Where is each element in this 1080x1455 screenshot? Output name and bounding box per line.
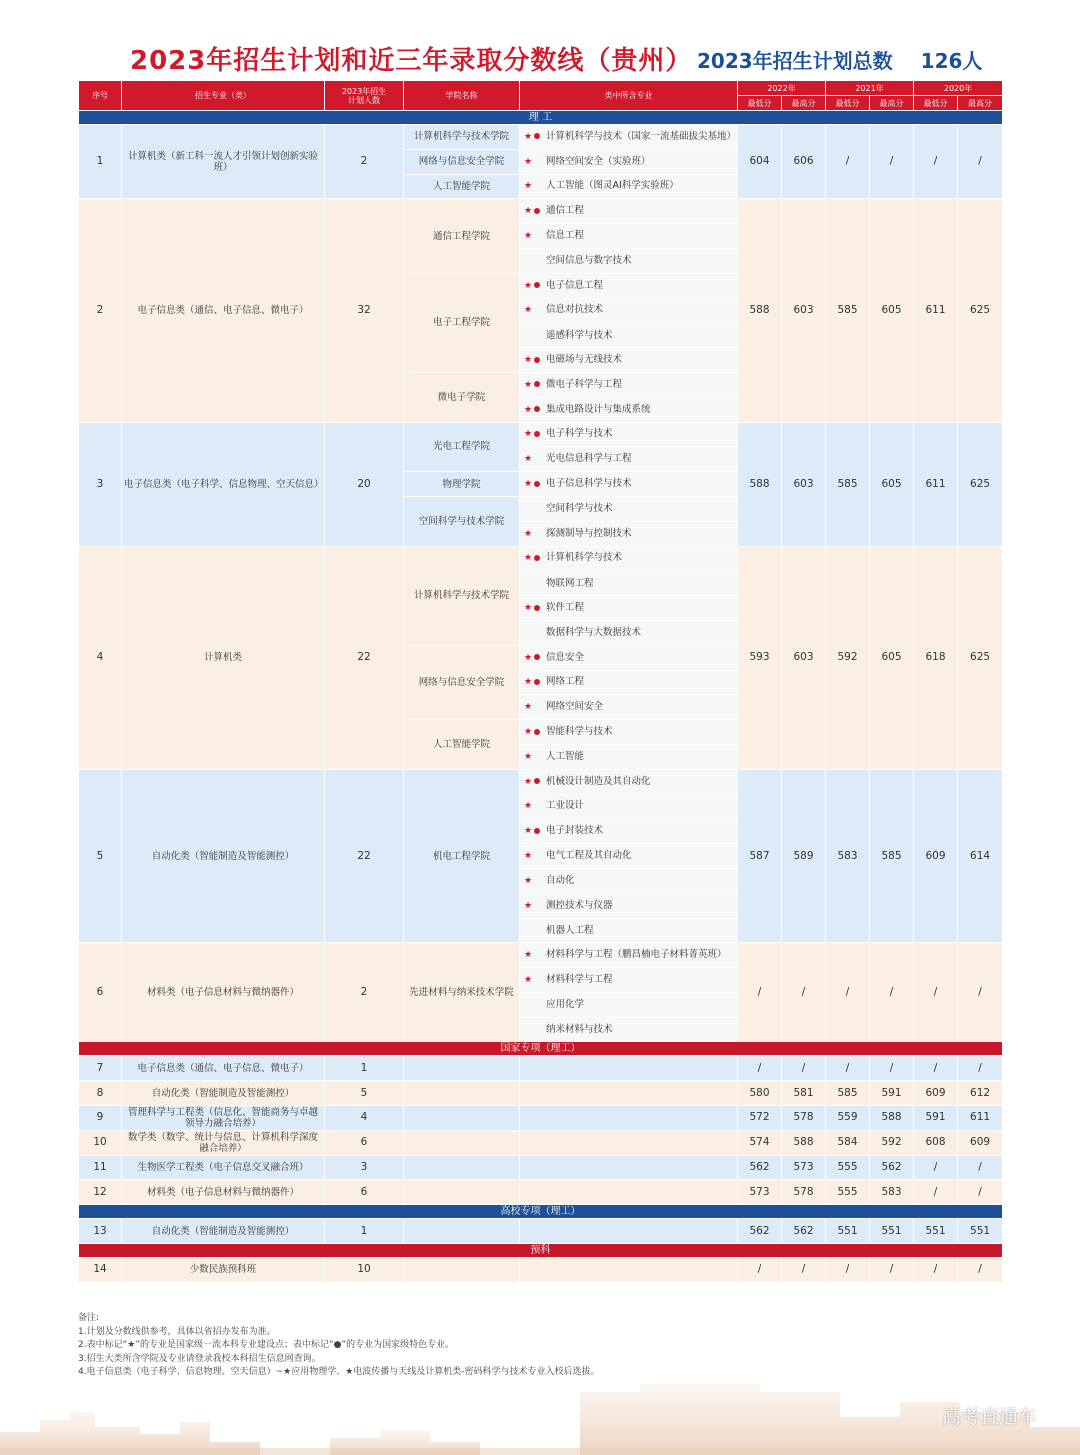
- score-2022-max: 581: [782, 1081, 826, 1106]
- row-major: 材料类（电子信息材料与微纳器件）: [122, 943, 325, 1042]
- row-college: [404, 1258, 520, 1283]
- score-2020-max: /: [958, 125, 1003, 199]
- header-min: 最低分: [826, 96, 870, 111]
- row-college: [404, 1219, 520, 1244]
- program-item: ★ 电子封装技术: [520, 819, 738, 844]
- row-college: 先进材料与纳米技术学院: [404, 943, 520, 1042]
- score-2020-max: /: [958, 1155, 1003, 1180]
- score-2020-min: 611: [914, 199, 958, 422]
- dot-icon: [534, 605, 540, 611]
- dot-icon: [534, 133, 540, 139]
- row-major: 电子信息类（通信、电子信息、微电子）: [122, 199, 325, 422]
- star-icon: ★: [524, 974, 533, 985]
- score-2022-min: 588: [738, 422, 782, 546]
- score-2022-max: 589: [782, 769, 826, 943]
- score-2021-max: /: [870, 1258, 914, 1283]
- dot-icon: [534, 778, 540, 784]
- score-2022-max: 603: [782, 199, 826, 422]
- star-icon: ★: [524, 280, 533, 291]
- program-item: ★ 计算机科学与技术（国家一流基础拔尖基地）: [520, 125, 738, 150]
- star-icon: ★: [524, 900, 533, 911]
- star-icon: ★: [524, 528, 533, 539]
- score-2020-min: /: [914, 125, 958, 199]
- notes: [78, 1312, 600, 1380]
- score-2022-min: 562: [738, 1155, 782, 1180]
- score-2022-min: 562: [738, 1219, 782, 1244]
- program-item: [520, 1106, 738, 1131]
- star-icon: ★: [524, 677, 533, 688]
- program-item: 空间信息与数字技术: [520, 248, 738, 273]
- row-no: 4: [79, 546, 122, 769]
- row-college: [404, 1106, 520, 1131]
- program-item: 应用化学: [520, 992, 738, 1017]
- row-major: 数学类（数学、统计与信息、计算机科学深度融合培养）: [122, 1130, 325, 1155]
- row-no: 7: [79, 1056, 122, 1081]
- note-item: 1.计划及分数线供参考，具体以省招办发布为准。: [78, 1326, 276, 1337]
- score-2020-max: 611: [958, 1106, 1003, 1131]
- program-item: ★ 网络工程: [520, 670, 738, 695]
- row-plan: 32: [325, 199, 404, 422]
- score-2021-max: 591: [870, 1081, 914, 1106]
- program-item: ★ 集成电路设计与集成系统: [520, 397, 738, 422]
- score-2020-max: /: [958, 1258, 1003, 1283]
- section-title: 高校专项（理工）: [79, 1205, 1003, 1219]
- score-2021-min: /: [826, 943, 870, 1042]
- score-2022-min: 604: [738, 125, 782, 199]
- header-max: 最高分: [870, 96, 914, 111]
- star-icon: ★: [524, 652, 533, 663]
- row-plan: 4: [325, 1106, 404, 1131]
- header-min: 最低分: [738, 96, 782, 111]
- score-2020-min: /: [914, 1180, 958, 1205]
- program-item: ★ 信息安全: [520, 645, 738, 670]
- row-major: 少数民族预科班: [122, 1258, 325, 1283]
- score-2021-max: /: [870, 943, 914, 1042]
- section-title: 预科: [79, 1244, 1003, 1258]
- note-item: 2.表中标记“★”的专业是国家级一流本科专业建设点；表中标记“●”的专业为国家级特色专业。: [78, 1340, 455, 1350]
- score-2021-min: 551: [826, 1219, 870, 1244]
- star-icon: ★: [524, 181, 533, 192]
- header-year-2021: 2021年: [826, 81, 914, 96]
- score-2021-min: 583: [826, 769, 870, 943]
- dot-icon: [534, 481, 540, 487]
- score-2021-min: /: [826, 1056, 870, 1081]
- row-college: 计算机科学与技术学院: [404, 546, 520, 645]
- header-max: 最高分: [958, 96, 1003, 111]
- score-2020-max: /: [958, 1180, 1003, 1205]
- star-icon: ★: [524, 429, 533, 440]
- score-2022-max: /: [782, 943, 826, 1042]
- row-plan: 1: [325, 1056, 404, 1081]
- row-college: [404, 1155, 520, 1180]
- program-item: ★ 信息对抗技术: [520, 298, 738, 323]
- star-icon: ★: [524, 156, 533, 167]
- star-icon: ★: [524, 776, 533, 787]
- program-item: ★ 计算机科学与技术: [520, 546, 738, 571]
- row-college: 光电工程学院: [404, 422, 520, 472]
- section-title: 国家专项（理工）: [79, 1042, 1003, 1056]
- score-2021-min: 585: [826, 422, 870, 546]
- star-icon: ★: [524, 851, 533, 861]
- row-plan: 2: [325, 943, 404, 1042]
- score-2022-min: /: [738, 1056, 782, 1081]
- row-college: 人工智能学院: [404, 174, 520, 199]
- program-item: [520, 1219, 738, 1244]
- dot-icon: [534, 555, 540, 561]
- star-icon: ★: [524, 305, 533, 316]
- star-icon: ★: [524, 379, 533, 390]
- score-2022-max: 588: [782, 1130, 826, 1155]
- score-2021-min: 592: [826, 546, 870, 769]
- score-2020-min: 608: [914, 1130, 958, 1155]
- program-item: 遥感科学与技术: [520, 323, 738, 348]
- ground: [0, 1448, 1080, 1455]
- program-item: 空间科学与技术: [520, 496, 738, 521]
- row-plan: 10: [325, 1258, 404, 1283]
- score-2022-min: 580: [738, 1081, 782, 1106]
- score-2020-min: 611: [914, 422, 958, 546]
- row-no: 6: [79, 943, 122, 1042]
- star-icon: ★: [524, 206, 533, 217]
- score-2020-min: 591: [914, 1106, 958, 1131]
- row-plan: 6: [325, 1130, 404, 1155]
- row-college: 计算机科学与技术学院: [404, 125, 520, 150]
- row-college: 通信工程学院: [404, 199, 520, 273]
- row-college: 微电子学院: [404, 372, 520, 422]
- header-year-2020: 2020年: [914, 81, 1003, 96]
- row-no: 10: [79, 1130, 122, 1155]
- score-2021-max: 592: [870, 1130, 914, 1155]
- score-2021-min: 559: [826, 1106, 870, 1131]
- score-2021-max: 605: [870, 199, 914, 422]
- star-icon: ★: [524, 404, 533, 415]
- row-college: [404, 1180, 520, 1205]
- dot-icon: [534, 208, 540, 214]
- note-item: 3.招生大类所含学院及专业请登录我校本科招生信息网查询。: [78, 1353, 321, 1364]
- row-plan: 1: [325, 1219, 404, 1244]
- program-item: ★ 网络空间安全: [520, 695, 738, 720]
- program-item: ★ 机械设计制造及其自动化: [520, 769, 738, 794]
- program-item: ★ 电子科学与技术: [520, 422, 738, 447]
- row-plan: 6: [325, 1180, 404, 1205]
- score-2022-max: 573: [782, 1155, 826, 1180]
- admission-table: [78, 80, 1003, 1283]
- program-item: ★ 人工智能（图灵AI科学实验班）: [520, 174, 738, 199]
- row-college: 空间科学与技术学院: [404, 496, 520, 546]
- score-2021-max: /: [870, 1056, 914, 1081]
- campus-skyline-illustration: [0, 1372, 1080, 1455]
- header-college: 学院名称: [404, 81, 520, 111]
- star-icon: ★: [524, 801, 533, 812]
- star-icon: ★: [524, 553, 533, 564]
- row-major: 自动化类（智能制造及智能测控）: [122, 1219, 325, 1244]
- star-icon: ★: [524, 875, 533, 886]
- score-2020-min: 618: [914, 546, 958, 769]
- score-2020-max: 609: [958, 1130, 1003, 1155]
- program-item: ★ 材料科学与工程: [520, 968, 738, 993]
- watermark: 高考直通车: [942, 1406, 1038, 1428]
- program-item: ★ 人工智能: [520, 744, 738, 769]
- score-2021-max: 585: [870, 769, 914, 943]
- plan-total: [697, 45, 982, 74]
- star-icon: ★: [524, 131, 533, 142]
- header-no: 序号: [79, 81, 122, 111]
- row-no: 14: [79, 1258, 122, 1283]
- dot-icon: [534, 357, 540, 363]
- program-item: [520, 1130, 738, 1155]
- score-2022-min: 573: [738, 1180, 782, 1205]
- score-2022-max: /: [782, 1056, 826, 1081]
- score-2020-min: /: [914, 1155, 958, 1180]
- score-2020-min: /: [914, 1258, 958, 1283]
- header-major: 招生专业（类）: [122, 81, 325, 111]
- program-item: 物联网工程: [520, 571, 738, 596]
- row-no: 3: [79, 422, 122, 546]
- row-college: 网络与信息安全学院: [404, 645, 520, 719]
- score-2021-min: 584: [826, 1130, 870, 1155]
- header-max: 最高分: [782, 96, 826, 111]
- score-2020-max: 612: [958, 1081, 1003, 1106]
- score-2022-max: 603: [782, 546, 826, 769]
- program-item: ★ 微电子科学与工程: [520, 372, 738, 397]
- score-2020-max: 625: [958, 546, 1003, 769]
- score-2022-max: 606: [782, 125, 826, 199]
- dot-icon: [534, 828, 540, 834]
- dot-icon: [534, 381, 540, 387]
- note-item: 4.电子信息类（电子科学、信息物理、空天信息）~★应用物理学、★电波传播与天线及计算机类-密码科学与技术专业入校后选拔。: [78, 1367, 600, 1377]
- program-item: [520, 1155, 738, 1180]
- dot-icon: [534, 406, 540, 412]
- score-2021-max: 588: [870, 1106, 914, 1131]
- notes-title: 备注:: [78, 1313, 100, 1323]
- row-major: 材料类（电子信息材料与微纳器件）: [122, 1180, 325, 1205]
- row-major: 计算机类（新工科一流人才引领计划创新实验班）: [122, 125, 325, 199]
- star-icon: ★: [524, 826, 533, 837]
- row-plan: 2: [325, 125, 404, 199]
- header-year-2022: 2022年: [738, 81, 826, 96]
- star-icon: ★: [524, 603, 533, 614]
- score-2021-max: 605: [870, 546, 914, 769]
- star-icon: ★: [524, 355, 533, 366]
- row-college: 人工智能学院: [404, 720, 520, 770]
- row-major: 管理科学与工程类（信息化、智能商务与卓越领导力融合培养）: [122, 1106, 325, 1131]
- score-2021-min: /: [826, 1258, 870, 1283]
- row-plan: 22: [325, 546, 404, 769]
- score-2022-max: 578: [782, 1106, 826, 1131]
- score-2022-max: 562: [782, 1219, 826, 1244]
- score-2022-min: 588: [738, 199, 782, 422]
- program-item: ★ 网络空间安全（实验班）: [520, 149, 738, 174]
- row-major: 计算机类: [122, 546, 325, 769]
- program-item: ★ 工业设计: [520, 794, 738, 819]
- score-2020-min: /: [914, 1056, 958, 1081]
- score-2022-min: /: [738, 943, 782, 1042]
- score-2020-max: 551: [958, 1219, 1003, 1244]
- program-item: [520, 1258, 738, 1283]
- row-major: 电子信息类（电子科学、信息物理、空天信息）: [122, 422, 325, 546]
- star-icon: ★: [524, 727, 533, 738]
- score-2020-min: /: [914, 943, 958, 1042]
- program-item: ★ 探测制导与控制技术: [520, 521, 738, 546]
- score-2021-min: 555: [826, 1180, 870, 1205]
- score-2020-max: 625: [958, 199, 1003, 422]
- dot-icon: [534, 282, 540, 288]
- score-2020-min: 609: [914, 769, 958, 943]
- page-title: 2023年招生计划和近三年录取分数线（贵州）: [130, 46, 693, 76]
- star-icon: ★: [524, 231, 533, 242]
- program-item: 纳米材料与技术: [520, 1017, 738, 1042]
- row-major: 生物医学工程类（电子信息交叉融合班）: [122, 1155, 325, 1180]
- program-item: [520, 1180, 738, 1205]
- star-icon: ★: [524, 751, 533, 762]
- program-item: ★ 材料科学与工程（鹏昌楠电子材料菁英班）: [520, 943, 738, 968]
- plan-total-label: 2023年招生计划总数: [697, 49, 893, 73]
- row-plan: 22: [325, 769, 404, 943]
- program-item: [520, 1056, 738, 1081]
- score-2021-max: 583: [870, 1180, 914, 1205]
- program-item: ★ 自动化: [520, 868, 738, 893]
- score-2022-min: 572: [738, 1106, 782, 1131]
- row-college: 电子工程学院: [404, 273, 520, 372]
- score-2021-max: /: [870, 125, 914, 199]
- row-plan: 20: [325, 422, 404, 546]
- dot-icon: [534, 729, 540, 735]
- score-2021-max: 605: [870, 422, 914, 546]
- row-college: [404, 1081, 520, 1106]
- dot-icon: [534, 431, 540, 437]
- row-no: 1: [79, 125, 122, 199]
- header-plan: 2023年招生 计划人数: [325, 81, 404, 111]
- score-2020-max: /: [958, 943, 1003, 1042]
- row-no: 5: [79, 769, 122, 943]
- program-item: 机器人工程: [520, 918, 738, 943]
- row-college: 网络与信息安全学院: [404, 149, 520, 174]
- header-min: 最低分: [914, 96, 958, 111]
- row-college: 机电工程学院: [404, 769, 520, 943]
- row-no: 9: [79, 1106, 122, 1131]
- score-2021-min: /: [826, 125, 870, 199]
- row-college: 物理学院: [404, 472, 520, 497]
- score-2020-max: /: [958, 1056, 1003, 1081]
- star-icon: ★: [524, 479, 533, 490]
- score-2021-min: 585: [826, 199, 870, 422]
- plan-total-value: 126人: [920, 49, 983, 73]
- row-plan: 3: [325, 1155, 404, 1180]
- program-item: 数据科学与大数据技术: [520, 620, 738, 645]
- header-programs: 类中所含专业: [520, 81, 738, 111]
- row-no: 11: [79, 1155, 122, 1180]
- row-major: 自动化类（智能制造及智能测控）: [122, 769, 325, 943]
- program-item: ★ 测控技术与仪器: [520, 893, 738, 918]
- program-item: ★ 通信工程: [520, 199, 738, 224]
- score-2021-max: 551: [870, 1219, 914, 1244]
- program-item: ★ 电子信息工程: [520, 273, 738, 298]
- score-2022-min: /: [738, 1258, 782, 1283]
- program-item: ★ 电磁场与无线技术: [520, 348, 738, 373]
- score-2020-min: 551: [914, 1219, 958, 1244]
- section-title: 理 工: [79, 111, 1003, 125]
- score-2021-min: 585: [826, 1081, 870, 1106]
- score-2020-min: 609: [914, 1081, 958, 1106]
- program-item: ★ 软件工程: [520, 596, 738, 621]
- dot-icon: [534, 679, 540, 685]
- row-plan: 5: [325, 1081, 404, 1106]
- program-item: ★ 光电信息科学与工程: [520, 447, 738, 472]
- row-no: 8: [79, 1081, 122, 1106]
- score-2020-max: 625: [958, 422, 1003, 546]
- row-no: 12: [79, 1180, 122, 1205]
- score-2022-max: 578: [782, 1180, 826, 1205]
- score-2022-max: 603: [782, 422, 826, 546]
- program-item: [520, 1081, 738, 1106]
- score-2022-min: 574: [738, 1130, 782, 1155]
- score-2022-min: 593: [738, 546, 782, 769]
- row-college: [404, 1130, 520, 1155]
- row-no: 2: [79, 199, 122, 422]
- program-item: ★ 信息工程: [520, 224, 738, 249]
- star-icon: ★: [524, 950, 533, 961]
- score-2022-max: /: [782, 1258, 826, 1283]
- score-2022-min: 587: [738, 769, 782, 943]
- row-no: 13: [79, 1219, 122, 1244]
- program-item: ★ 电子信息科学与技术: [520, 472, 738, 497]
- score-2020-max: 614: [958, 769, 1003, 943]
- dot-icon: [534, 654, 540, 660]
- row-major: 自动化类（智能制造及智能测控）: [122, 1081, 325, 1106]
- row-major: 电子信息类（通信、电子信息、微电子）: [122, 1056, 325, 1081]
- score-2021-max: 562: [870, 1155, 914, 1180]
- score-2021-min: 555: [826, 1155, 870, 1180]
- program-item: ★ 电气工程及其自动化: [520, 844, 738, 869]
- program-item: ★ 智能科学与技术: [520, 720, 738, 745]
- star-icon: ★: [524, 454, 533, 465]
- row-college: [404, 1056, 520, 1081]
- star-icon: ★: [524, 702, 533, 713]
